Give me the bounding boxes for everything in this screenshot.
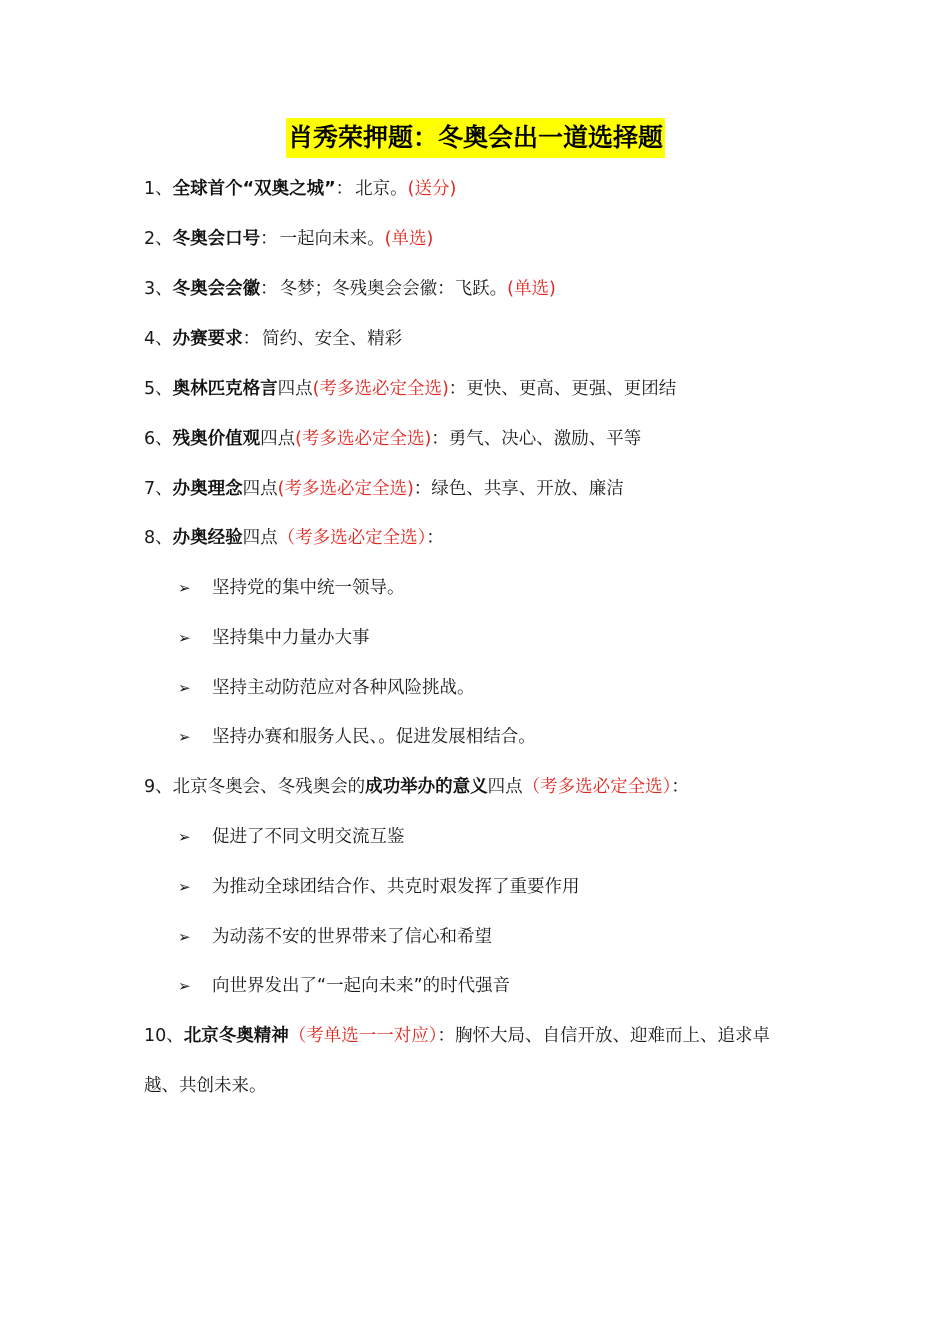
arrow-right-icon: ➢ [178, 928, 191, 946]
arrow-right-icon: ➢ [178, 828, 191, 846]
arrow-right-icon: ➢ [178, 579, 191, 597]
sub-item: ➢ 促进了不同文明交流互鉴 [178, 824, 405, 850]
list-item-7: 7、办奥理念四点(考多选必定全选)：绿色、共享、开放、廉洁 [144, 479, 624, 499]
list-item-10-continuation: 越、共创未来。 [144, 1076, 267, 1096]
list-item-6: 6、残奥价值观四点(考多选必定全选)：勇气、决心、激励、平等 [144, 429, 642, 449]
list-item-2: 2、冬奥会口号： 一起向未来。(单选) [144, 229, 434, 249]
page-title: 肖秀荣押题：冬奥会出一道选择题 [286, 118, 665, 158]
note: (考多选必定全选) [277, 479, 414, 499]
list-item-3: 3、冬奥会会徽： 冬梦；冬残奥会会徽：飞跃。(单选) [144, 279, 556, 299]
list-item-5: 5、奥林匹克格言四点(考多选必定全选)：更快、更高、更强、更团结 [144, 379, 677, 399]
arrow-right-icon: ➢ [178, 977, 191, 995]
sub-item: ➢ 坚持集中力量办大事 [178, 625, 370, 651]
list-item-10: 10、北京冬奥精神（考单选一一对应）：胸怀大局、自信开放、迎难而上、追求卓 [144, 1026, 771, 1046]
note: (考多选必定全选) [312, 379, 449, 399]
sub-item: ➢ 坚持主动防范应对各种风险挑战。 [178, 675, 475, 701]
sub-item: ➢ 为动荡不安的世界带来了信心和希望 [178, 924, 492, 950]
note: (考多选必定全选) [295, 429, 432, 449]
sub-item: ➢ 坚持办赛和服务人民、。促进发展相结合。 [178, 724, 536, 750]
note: （考多选必定全选） [522, 777, 672, 797]
arrow-right-icon: ➢ [178, 629, 191, 647]
list-item-9: 9、北京冬奥会、冬残奥会的成功举办的意义四点（考多选必定全选）： [144, 777, 689, 797]
sub-item: ➢ 坚持党的集中统一领导。 [178, 575, 405, 601]
arrow-right-icon: ➢ [178, 728, 191, 746]
note: （考多选必定全选） [277, 528, 427, 548]
note: (单选) [507, 279, 556, 299]
list-item-4: 4、办赛要求： 简约、安全、精彩 [144, 329, 403, 349]
sub-item: ➢ 为推动全球团结合作、共克时艰发挥了重要作用 [178, 874, 580, 900]
sub-item: ➢ 向世界发出了“一起向未来”的时代强音 [178, 973, 510, 999]
note: （考单选一一对应） [288, 1026, 438, 1046]
arrow-right-icon: ➢ [178, 679, 191, 697]
arrow-right-icon: ➢ [178, 878, 191, 896]
list-item-1: 1、全球首个“双奥之城”： 北京。(送分) [144, 179, 457, 199]
list-item-8: 8、办奥经验四点（考多选必定全选）： [144, 528, 444, 548]
note: (送分) [407, 179, 457, 199]
note: (单选) [384, 229, 434, 249]
